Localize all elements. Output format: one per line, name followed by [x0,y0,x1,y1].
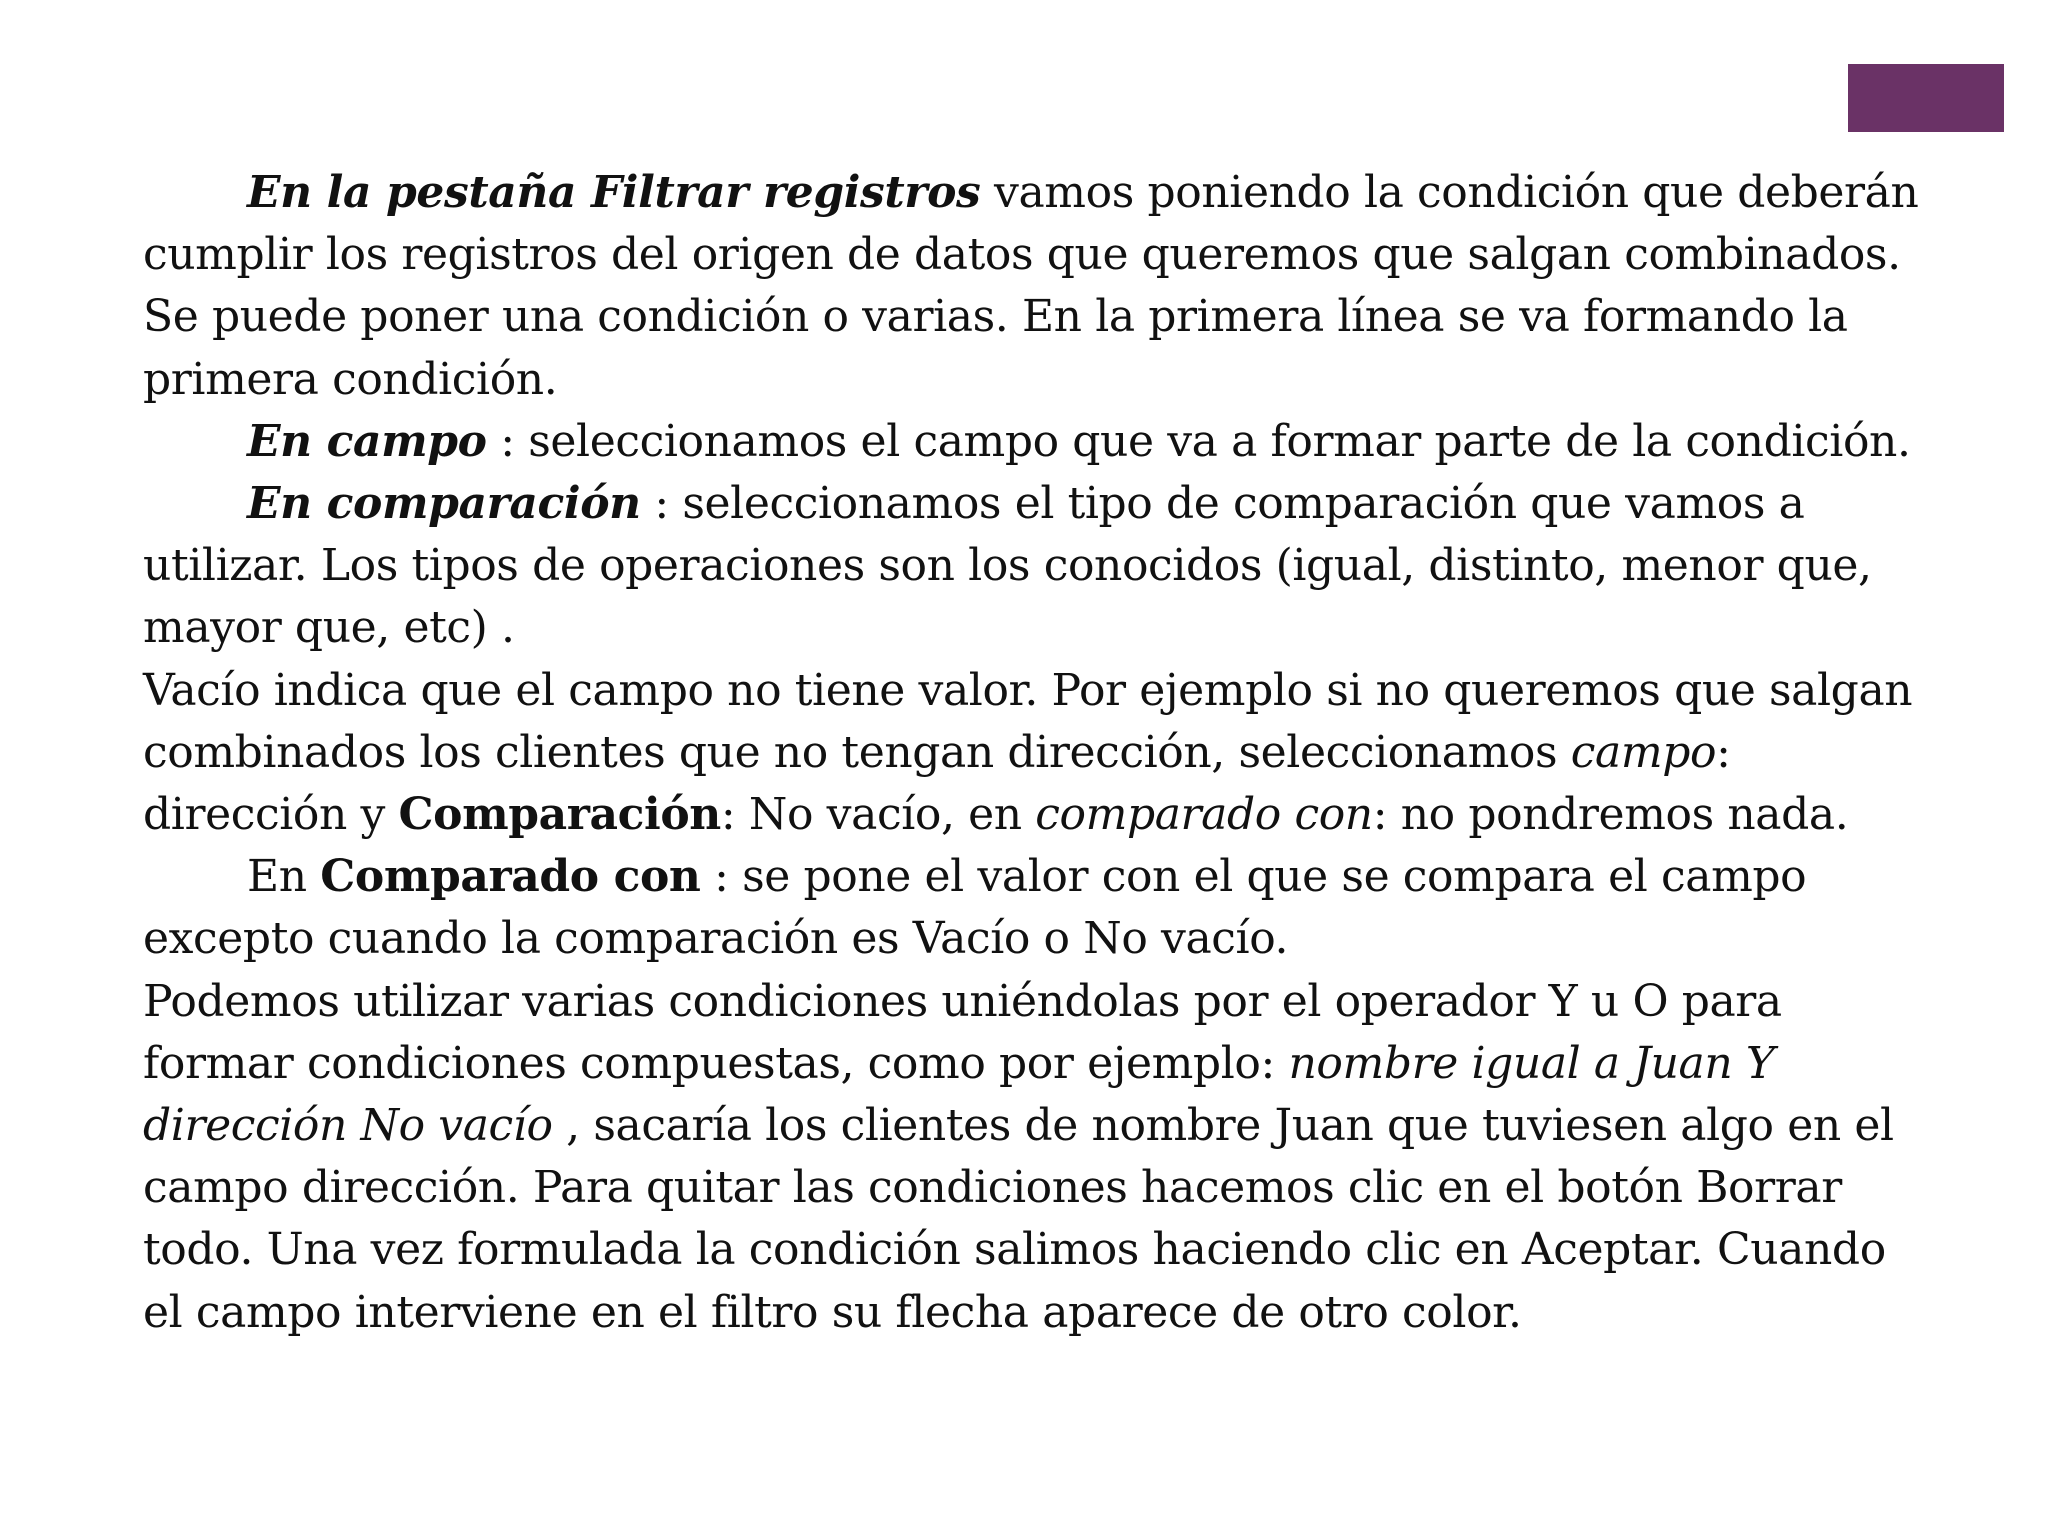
paragraph-text: : seleccionamos el tipo de comparación que vamos a utilizar. Los tipos de operaciones son los conocidos (igual, distinto, menor que, mayor que, etc) . [143,478,1872,654]
term-comparado-con: comparado con [1035,789,1373,841]
paragraph-varias-condiciones [143,971,1923,1344]
paragraph-text: : No vacío, en [720,789,1036,841]
example-condition: nombre igual a Juan Y dirección No vacío [143,1037,1775,1152]
accent-bar [1848,64,2004,132]
paragraph-filtrar-registros [143,162,1923,411]
paragraph-text: : dirección y [143,726,1731,841]
term-en-campo: En campo [247,415,487,467]
paragraph-text: : no pondremos nada. [1372,789,1849,841]
paragraph-en-comparacion [143,473,1923,660]
paragraph-text: , sacaría los clientes de nombre Juan que tuviesen algo en el campo dirección. Para quitar las condiciones hacemos clic en el botón Borrar todo. Una vez formulada la condición salimos haciendo clic en Aceptar. Cuando el campo interviene en el filtro su flecha aparece de otro color. [143,1100,1894,1338]
term-campo: campo [1570,726,1717,778]
paragraph-text: En [247,851,321,903]
paragraph-vacio [143,660,1923,847]
term-comparado-con-bold: Comparado con [320,851,701,903]
slide-body-text [143,162,1923,1344]
term-comparacion: Comparación [398,789,721,841]
term-en-comparacion: En comparación [247,478,641,530]
paragraph-text: : se pone el valor con el que se compara el campo excepto cuando la comparación es Vacío o No vacío. [143,851,1807,965]
paragraph-text: Vacío indica que el campo no tiene valor. Por ejemplo si no queremos que salgan combinados los clientes que no tengan dirección, seleccionamos [143,664,1913,778]
term-filtrar-registros: En la pestaña Filtrar registros [247,167,981,218]
paragraph-text: vamos poniendo la condición que deberán cumplir los registros del origen de datos que queremos que salgan combinados. Se puede poner una condición o varias. En la primera línea se va formando la primera condición. [143,167,1919,405]
paragraph-comparado-con [143,846,1923,970]
paragraph-en-campo [143,411,1923,473]
paragraph-text: : seleccionamos el campo que va a formar parte de la condición. [486,415,1911,467]
paragraph-text: Podemos utilizar varias condiciones uniéndolas por el operador Y u O para formar condiciones compuestas, como por ejemplo: [143,975,1782,1089]
